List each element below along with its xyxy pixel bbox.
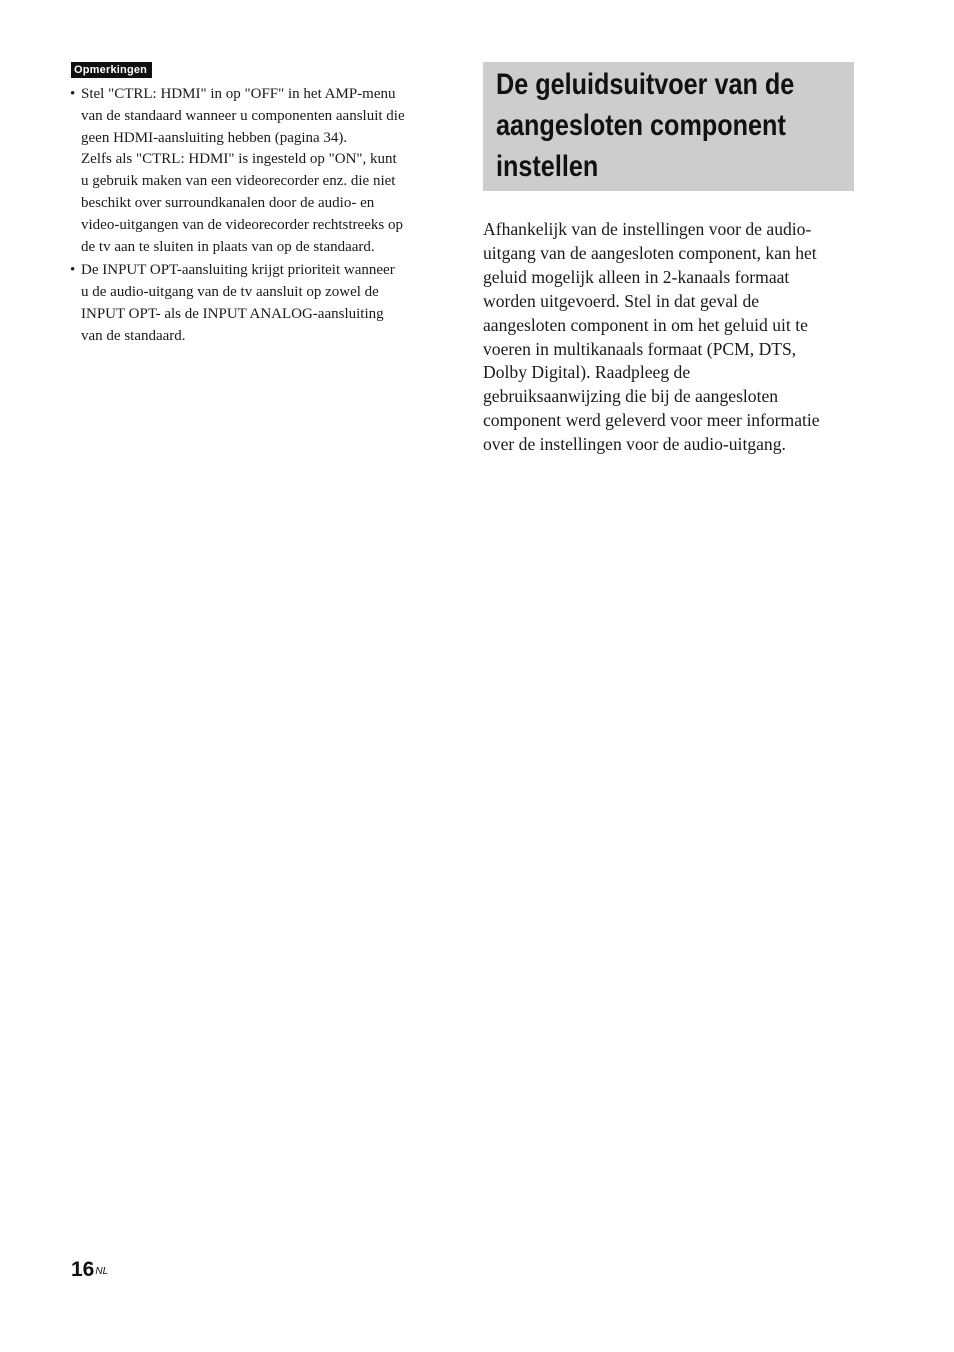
body-text-line: gebruiksaanwijzing die bij de aangesloten: [483, 386, 779, 407]
section-heading-line: instellen: [496, 150, 599, 183]
note-text-line: de tv aan te sluiten in plaats van op de standaard.: [81, 238, 375, 255]
note-item: [70, 84, 444, 258]
note-text-line: u de audio-uitgang van de tv aansluit op zowel de: [81, 284, 379, 301]
notes-list: [70, 84, 444, 350]
section-body-text: [483, 218, 863, 457]
body-text-line: component werd geleverd voor meer informatie: [483, 410, 820, 431]
bullet-icon: •: [70, 262, 76, 279]
body-text-line: geluid mogelijk alleen in 2-kanaals formaat: [483, 266, 790, 287]
section-heading-line: aangesloten component: [496, 109, 786, 142]
body-text-line: uitgang van de aangesloten component, kan het: [483, 242, 817, 263]
body-text-line: Dolby Digital). Raadpleeg de: [483, 362, 691, 383]
body-text-line: worden uitgevoerd. Stel in dat geval de: [483, 290, 760, 311]
note-text-line: Stel "CTRL: HDMI" in op "OFF" in het AMP-menu: [81, 86, 396, 102]
note-text-line: u gebruik maken van een videorecorder enz. die niet: [81, 173, 396, 190]
bullet-icon: •: [70, 86, 76, 102]
body-text-line: voeren in multikanaals formaat (PCM, DTS,: [483, 338, 797, 359]
page-language-suffix: NL: [95, 1266, 109, 1277]
note-text-line: INPUT OPT- als de INPUT ANALOG-aansluiting: [81, 305, 384, 322]
page-number-value: 16: [71, 1258, 95, 1281]
note-text-line: beschikt over surroundkanalen door de audio- en: [81, 194, 375, 211]
note-text-line: geen HDMI-aansluiting hebben (pagina 34).: [81, 129, 348, 146]
note-text-line: De INPUT OPT-aansluiting krijgt prioriteit wanneer: [81, 262, 395, 279]
body-text-line: aangesloten component in om het geluid uit te: [483, 314, 808, 335]
body-text-line: over de instellingen voor de audio-uitgang.: [483, 434, 786, 455]
note-item: [70, 260, 444, 347]
section-heading-line: De geluidsuitvoer van de: [496, 68, 795, 101]
page-number: [71, 1258, 108, 1282]
note-text-line: Zelfs als "CTRL: HDMI" is ingesteld op "ON", kunt: [81, 151, 397, 168]
notes-label: Opmerkingen: [71, 62, 152, 78]
section-heading-box: [483, 62, 854, 191]
note-text-line: van de standaard wanneer u componenten aansluit die: [81, 107, 405, 124]
body-text-line: Afhankelijk van de instellingen voor de audio-: [483, 219, 812, 239]
note-text-line: van de standaard.: [81, 327, 186, 344]
note-text-line: video-uitgangen van de videorecorder rechtstreeks op: [81, 216, 403, 233]
